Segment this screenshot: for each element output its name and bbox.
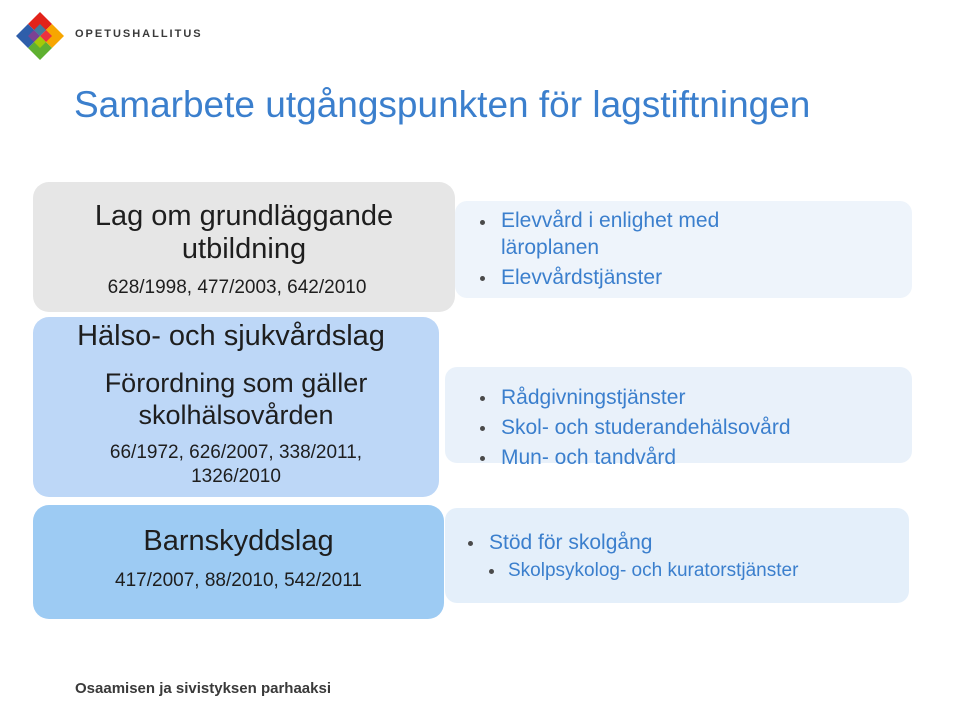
bullet-icon [480,426,485,431]
brand-name: OPETUSHALLITUS [75,28,203,40]
list-item: Elevvårdstjänster [477,263,912,293]
bullet-icon [489,569,494,574]
opetushallitus-logo-icon [14,10,66,62]
law-title-line: Barnskyddslag [143,525,334,557]
services-box-health [445,367,912,469]
law-references: 66/1972, 626/2007, 338/2011, [109,442,363,463]
bullet-icon [480,396,485,401]
list-item: Elevvård i enlighet med läroplanen [477,207,912,263]
law-box-health-care [33,317,439,497]
footer-slogan: Osaamisen ja sivistyksen parhaaksi [75,680,331,697]
bullet-icon [480,456,485,461]
law-references: 417/2007, 88/2010, 542/2011 [115,570,362,591]
law-references: 1326/2010 [191,466,281,487]
law-box-child-welfare [33,505,444,619]
law-title-line: Lag om grundläggande [94,200,394,232]
law-references: 628/1998, 477/2003, 642/2010 [107,277,367,298]
bullet-icon [468,541,473,546]
regulation-title-line: Förordning som gäller [104,368,368,398]
page-title: Samarbete utgångspunkten för lagstiftningen [74,84,811,125]
services-box-school-support [445,508,909,603]
bullet-icon [480,220,485,225]
list-item: Skol- och studerandehälsovård [477,413,912,443]
regulation-title-line: skolhälsovården [138,400,334,430]
list-subitem: Skolpsykolog- och kuratorstjänster [486,558,909,584]
services-box-pupil-welfare [455,201,912,298]
list-item: Stöd för skolgång [465,528,909,558]
bullet-icon [480,276,485,281]
list-item: Rådgivningstjänster [477,383,912,413]
law-title-line: utbildning [181,233,307,265]
list-item: Mun- och tandvård [477,443,912,473]
law-box-basic-education [33,182,455,312]
law-title-line: Hälso- och sjukvårdslag [77,320,385,352]
